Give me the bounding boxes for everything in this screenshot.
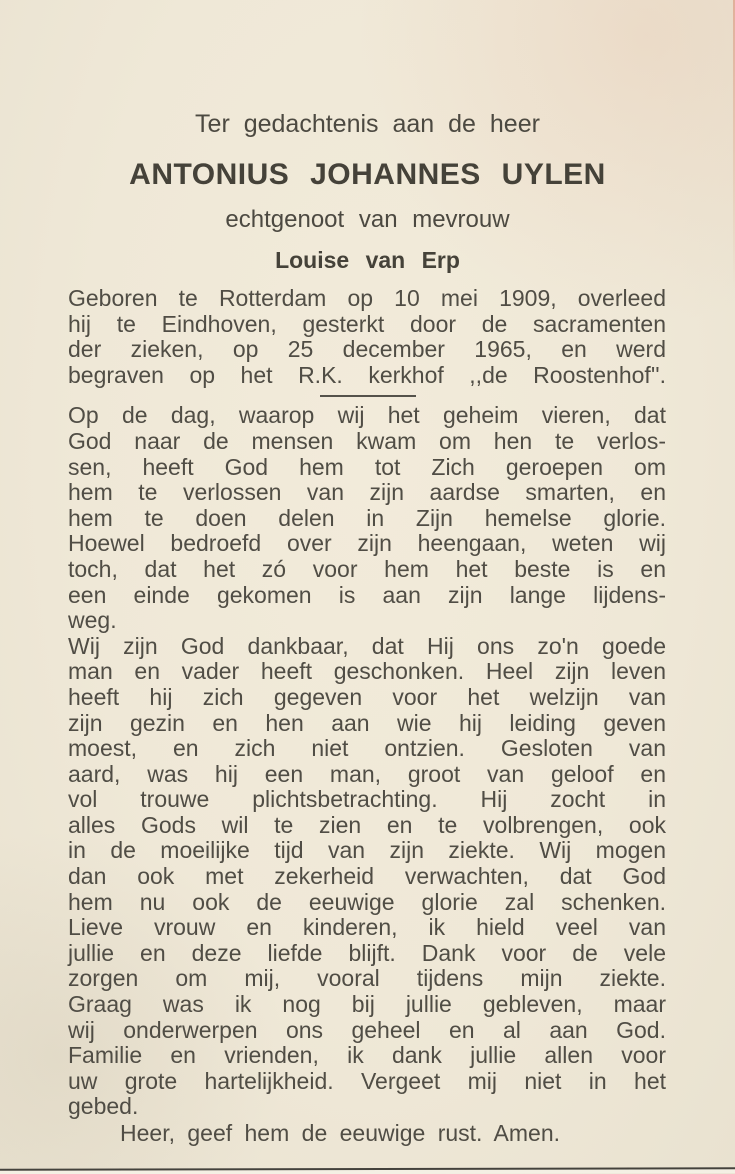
memorial-line: God naar de mensen kwam om hen te verlos- <box>68 427 666 454</box>
biography-line: der zieken, op 25 december 1965, en werd <box>68 336 666 363</box>
section-divider <box>320 395 416 397</box>
card-header <box>0 0 735 272</box>
memorial-line: Graag was ik nog bij jullie gebleven, maar <box>68 991 666 1018</box>
memorial-line: gebed. <box>68 1093 139 1120</box>
memorial-line: toch, dat het zó voor hem het beste is en <box>68 555 666 582</box>
biography-line: hij te Eindhoven, gesterkt door de sacramenten <box>68 310 666 337</box>
memorial-line: Wij zijn God dankbaar, dat Hij ons zo'n goede <box>68 632 666 659</box>
memorial-line: man en vader heeft geschonken. Heel zijn leven <box>68 658 666 685</box>
dedication-line: Ter gedachtenis aan de heer <box>195 110 540 138</box>
memorial-line: Familie en vrienden, ik dank jullie allen voor <box>68 1042 666 1069</box>
memorial-line: hem te doen delen in Zijn hemelse glorie. <box>68 504 666 531</box>
memorial-line: sen, heeft God hem tot Zich geroepen om <box>68 453 666 480</box>
memorial-line: zorgen om mij, vooral tijdens mijn ziekte. <box>68 965 666 992</box>
memorial-line: een einde gekomen is aan zijn lange lijdens- <box>68 581 666 608</box>
memorial-line: aard, was hij een man, groot van geloof en <box>68 760 666 787</box>
closing-prayer: Heer, geef hem de eeuwige rust. Amen. <box>120 1120 561 1146</box>
card-bottom-edge <box>0 1167 735 1174</box>
memorial-line: zijn gezin en hen aan wie hij leiding geven <box>68 709 666 736</box>
memorial-line: Hoewel bedroefd over zijn heengaan, weten wij <box>68 530 666 557</box>
memorial-line: Op de dag, waarop wij het geheim vieren, dat <box>68 402 666 429</box>
biography-line: Geboren te Rotterdam op 10 mei 1909, overleed <box>68 285 666 311</box>
memorial-line: hem te verlossen van zijn aardse smarten, en <box>68 479 666 506</box>
spouse-name: Louise van Erp <box>275 247 460 273</box>
biography-line: begraven op het R.K. kerkhof ,,de Roostenhof''. <box>68 361 666 388</box>
memorial-line: weg. <box>68 607 117 634</box>
deceased-name: ANTONIUS JOHANNES UYLEN <box>129 158 606 191</box>
memorial-line: in de moeilijke tijd van zijn ziekte. Wij mogen <box>68 837 666 864</box>
memorial-text <box>68 403 666 1120</box>
memorial-line: hem nu ook de eeuwige glorie zal schenken. <box>68 888 666 915</box>
memorial-line: dan ook met zekerheid verwachten, dat God <box>68 863 666 890</box>
relation-line: echtgenoot van mevrouw <box>225 206 510 233</box>
memorial-line: alles Gods wil te zien en te volbrengen, ook <box>68 811 666 838</box>
memorial-line: Lieve vrouw en kinderen, ik hield veel van <box>68 914 666 941</box>
biography-paragraph <box>68 286 666 388</box>
memorial-line: heeft hij zich gegeven voor het welzijn van <box>68 683 666 710</box>
memorial-line: vol trouwe plichtsbetrachting. Hij zocht in <box>68 786 666 813</box>
memorial-line: moest, en zich niet ontzien. Gesloten van <box>68 735 666 762</box>
memorial-line: uw grote hartelijkheid. Vergeet mij niet in het <box>68 1067 666 1094</box>
memorial-line: wij onderwerpen ons geheel en al aan God. <box>68 1016 666 1043</box>
memorial-line: jullie en deze liefde blijft. Dank voor de vele <box>68 939 666 966</box>
